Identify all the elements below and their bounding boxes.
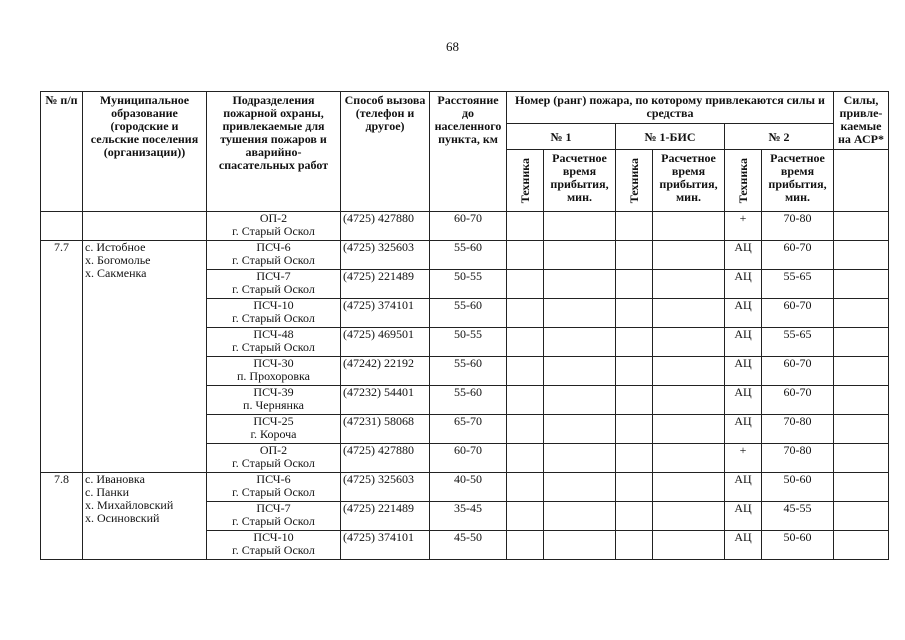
asr-cell bbox=[834, 328, 889, 357]
rank1bis-arrival-cell bbox=[653, 473, 725, 502]
municipality-name: х. Михайловский bbox=[85, 498, 174, 512]
rank1-equipment-cell bbox=[507, 502, 544, 531]
asr-cell bbox=[834, 299, 889, 328]
header-fire-rank: Номер (ранг) пожара, по которому привлекаются силы и средства bbox=[507, 92, 834, 124]
distance-cell: 55-60 bbox=[430, 241, 507, 270]
rank1-equipment-cell bbox=[507, 531, 544, 560]
municipality-name: с. Панки bbox=[85, 485, 129, 499]
asr-cell bbox=[834, 357, 889, 386]
rank1-arrival-cell bbox=[544, 299, 616, 328]
fire-unit-cell bbox=[207, 270, 341, 299]
fire-unit-location: п. Чернянка bbox=[243, 398, 304, 412]
rank2-equipment-cell: + bbox=[725, 444, 762, 473]
municipality-name: х. Сакменка bbox=[85, 266, 147, 280]
rank1bis-equipment-cell bbox=[616, 531, 653, 560]
rank1bis-equipment-cell bbox=[616, 473, 653, 502]
municipality-name: с. Ивановка bbox=[85, 472, 145, 486]
rank2-equipment-cell: АЦ bbox=[725, 531, 762, 560]
rank2-equipment-cell: АЦ bbox=[725, 357, 762, 386]
rank1bis-arrival-cell bbox=[653, 299, 725, 328]
phone-cell: (4725) 374101 bbox=[341, 299, 430, 328]
rank2-arrival-cell: 60-70 bbox=[762, 241, 834, 270]
rank2-arrival-cell: 70-80 bbox=[762, 444, 834, 473]
rank1-arrival-cell bbox=[544, 502, 616, 531]
asr-cell bbox=[834, 386, 889, 415]
phone-cell: (4725) 325603 bbox=[341, 473, 430, 502]
fire-unit-cell bbox=[207, 473, 341, 502]
rank1bis-arrival-cell bbox=[653, 212, 725, 241]
rank2-arrival-cell: 70-80 bbox=[762, 212, 834, 241]
rank1-arrival-cell bbox=[544, 357, 616, 386]
municipality-name: х. Осиновский bbox=[85, 511, 160, 525]
header-arrival-1bis: Расчетное время прибытия, мин. bbox=[653, 150, 725, 212]
rank1bis-equipment-cell bbox=[616, 212, 653, 241]
rank2-arrival-cell: 55-65 bbox=[762, 328, 834, 357]
header-asr: Силы, привле-каемые на АСР* bbox=[834, 92, 889, 150]
rank1-equipment-cell bbox=[507, 241, 544, 270]
fire-unit-name: ПСЧ-6 bbox=[256, 240, 291, 254]
rank2-equipment-cell: АЦ bbox=[725, 502, 762, 531]
fire-unit-location: г. Старый Оскол bbox=[232, 514, 315, 528]
rank2-arrival-cell: 50-60 bbox=[762, 531, 834, 560]
fire-unit-location: г. Старый Оскол bbox=[232, 485, 315, 499]
fire-unit-location: г. Старый Оскол bbox=[232, 456, 315, 470]
fire-unit-name: ПСЧ-7 bbox=[256, 269, 291, 283]
asr-cell bbox=[834, 241, 889, 270]
fire-unit-name: ОП-2 bbox=[259, 443, 288, 457]
fire-unit-name: ПСЧ-7 bbox=[256, 501, 291, 515]
municipality-cell bbox=[83, 473, 207, 560]
rank1-equipment-cell bbox=[507, 444, 544, 473]
distance-cell: 35-45 bbox=[430, 502, 507, 531]
rank2-equipment-cell: АЦ bbox=[725, 415, 762, 444]
rank1-arrival-cell bbox=[544, 473, 616, 502]
phone-cell: (4725) 469501 bbox=[341, 328, 430, 357]
rank1bis-equipment-cell bbox=[616, 386, 653, 415]
rank1bis-equipment-cell bbox=[616, 357, 653, 386]
distance-cell: 40-50 bbox=[430, 473, 507, 502]
rank1-arrival-cell bbox=[544, 328, 616, 357]
rank2-arrival-cell: 60-70 bbox=[762, 299, 834, 328]
rank2-arrival-cell: 60-70 bbox=[762, 357, 834, 386]
header-arrival-1: Расчетное время прибытия, мин. bbox=[544, 150, 616, 212]
fire-unit-location: п. Прохоровка bbox=[237, 369, 310, 383]
fire-forces-table bbox=[40, 91, 889, 560]
phone-cell: (47242) 22192 bbox=[341, 357, 430, 386]
rank1bis-arrival-cell bbox=[653, 531, 725, 560]
fire-unit-location: г. Старый Оскол bbox=[232, 340, 315, 354]
rank1bis-equipment-cell bbox=[616, 241, 653, 270]
rank1-arrival-cell bbox=[544, 241, 616, 270]
rank1bis-arrival-cell bbox=[653, 444, 725, 473]
rank2-arrival-cell: 60-70 bbox=[762, 386, 834, 415]
header-call-method: Способ вызова (телефон и другое) bbox=[341, 92, 430, 212]
rank1-equipment-cell bbox=[507, 212, 544, 241]
municipality-name: с. Истобное bbox=[85, 240, 146, 254]
rank1bis-arrival-cell bbox=[653, 502, 725, 531]
asr-cell bbox=[834, 531, 889, 560]
distance-cell: 60-70 bbox=[430, 444, 507, 473]
header-units: Подразделения пожарной охраны, привлекаемые для тушения пожаров и аварийно-спасательных работ bbox=[207, 92, 341, 212]
phone-cell: (4725) 221489 bbox=[341, 502, 430, 531]
header-rank-2: № 2 bbox=[725, 124, 834, 150]
distance-cell: 65-70 bbox=[430, 415, 507, 444]
distance-cell: 50-55 bbox=[430, 270, 507, 299]
rank2-equipment-cell: АЦ bbox=[725, 328, 762, 357]
fire-unit-cell bbox=[207, 502, 341, 531]
fire-unit-location: г. Старый Оскол bbox=[232, 282, 315, 296]
fire-unit-cell bbox=[207, 299, 341, 328]
rank1bis-arrival-cell bbox=[653, 270, 725, 299]
fire-unit-cell bbox=[207, 386, 341, 415]
fire-unit-location: г. Старый Оскол bbox=[232, 543, 315, 557]
rank2-equipment-cell: + bbox=[725, 212, 762, 241]
rank1bis-equipment-cell bbox=[616, 444, 653, 473]
rank2-equipment-cell: АЦ bbox=[725, 241, 762, 270]
phone-cell: (4725) 374101 bbox=[341, 531, 430, 560]
rank1bis-equipment-cell bbox=[616, 502, 653, 531]
rank1-equipment-cell bbox=[507, 299, 544, 328]
fire-unit-name: ПСЧ-30 bbox=[253, 356, 294, 370]
asr-cell bbox=[834, 502, 889, 531]
fire-unit-cell bbox=[207, 444, 341, 473]
phone-cell: (4725) 427880 bbox=[341, 444, 430, 473]
fire-unit-name: ПСЧ-48 bbox=[253, 327, 294, 341]
fire-unit-name: ОП-2 bbox=[259, 211, 288, 225]
header-arrival-2: Расчетное время прибытия, мин. bbox=[762, 150, 834, 212]
phone-cell: (4725) 427880 bbox=[341, 212, 430, 241]
rank1-equipment-cell bbox=[507, 270, 544, 299]
header-distance: Расстояние до населенного пункта, км bbox=[430, 92, 507, 212]
row-number: 7.7 bbox=[41, 241, 83, 473]
municipality-name: х. Богомолье bbox=[85, 253, 151, 267]
rank2-arrival-cell: 50-60 bbox=[762, 473, 834, 502]
rank1bis-arrival-cell bbox=[653, 357, 725, 386]
distance-cell: 55-60 bbox=[430, 386, 507, 415]
page-number: 68 bbox=[446, 39, 459, 54]
distance-cell: 60-70 bbox=[430, 212, 507, 241]
rank1-equipment-cell bbox=[507, 415, 544, 444]
distance-cell: 50-55 bbox=[430, 328, 507, 357]
phone-cell: (4725) 221489 bbox=[341, 270, 430, 299]
rank1-arrival-cell bbox=[544, 415, 616, 444]
fire-unit-cell bbox=[207, 531, 341, 560]
rank1bis-equipment-cell bbox=[616, 328, 653, 357]
rank1bis-arrival-cell bbox=[653, 241, 725, 270]
fire-unit-location: г. Старый Оскол bbox=[232, 311, 315, 325]
rank1-arrival-cell bbox=[544, 444, 616, 473]
rank1-arrival-cell bbox=[544, 531, 616, 560]
rank2-arrival-cell: 55-65 bbox=[762, 270, 834, 299]
header-equipment-1bis: Техника bbox=[626, 157, 641, 204]
header-num: № п/п bbox=[41, 92, 83, 212]
rank1-arrival-cell bbox=[544, 212, 616, 241]
phone-cell: (47231) 58068 bbox=[341, 415, 430, 444]
table-row bbox=[41, 241, 889, 270]
rank1-equipment-cell bbox=[507, 473, 544, 502]
fire-unit-location: г. Короча bbox=[250, 427, 297, 441]
row-number: 7.8 bbox=[41, 473, 83, 560]
fire-unit-cell bbox=[207, 415, 341, 444]
rank1bis-arrival-cell bbox=[653, 415, 725, 444]
asr-cell bbox=[834, 212, 889, 241]
distance-cell: 45-50 bbox=[430, 531, 507, 560]
fire-unit-name: ПСЧ-25 bbox=[253, 414, 294, 428]
fire-unit-name: ПСЧ-39 bbox=[253, 385, 294, 399]
rank1bis-arrival-cell bbox=[653, 386, 725, 415]
header-rank-1: № 1 bbox=[507, 124, 616, 150]
rank1-equipment-cell bbox=[507, 386, 544, 415]
rank2-equipment-cell: АЦ bbox=[725, 299, 762, 328]
distance-cell: 55-60 bbox=[430, 357, 507, 386]
rank1-equipment-cell bbox=[507, 357, 544, 386]
rank1bis-equipment-cell bbox=[616, 299, 653, 328]
rank1-equipment-cell bbox=[507, 328, 544, 357]
rank1bis-arrival-cell bbox=[653, 328, 725, 357]
fire-unit-location: г. Старый Оскол bbox=[232, 224, 315, 238]
rank1bis-equipment-cell bbox=[616, 415, 653, 444]
fire-unit-cell bbox=[207, 328, 341, 357]
municipality-cell bbox=[83, 212, 207, 241]
municipality-cell bbox=[83, 241, 207, 473]
fire-unit-cell bbox=[207, 212, 341, 241]
header-equipment-2: Техника bbox=[735, 157, 750, 204]
fire-unit-cell bbox=[207, 357, 341, 386]
rank2-arrival-cell: 45-55 bbox=[762, 502, 834, 531]
distance-cell: 55-60 bbox=[430, 299, 507, 328]
fire-unit-location: г. Старый Оскол bbox=[232, 253, 315, 267]
asr-cell bbox=[834, 270, 889, 299]
rank1-arrival-cell bbox=[544, 270, 616, 299]
row-number bbox=[41, 212, 83, 241]
phone-cell: (4725) 325603 bbox=[341, 241, 430, 270]
fire-unit-name: ПСЧ-10 bbox=[253, 530, 294, 544]
fire-unit-cell bbox=[207, 241, 341, 270]
rank2-arrival-cell: 70-80 bbox=[762, 415, 834, 444]
rank2-equipment-cell: АЦ bbox=[725, 270, 762, 299]
header-rank-1bis: № 1-БИС bbox=[616, 124, 725, 150]
asr-cell bbox=[834, 473, 889, 502]
rank2-equipment-cell: АЦ bbox=[725, 473, 762, 502]
header-municipality: Муниципальное образование (городские и сельские поселения (организации)) bbox=[83, 92, 207, 212]
phone-cell: (47232) 54401 bbox=[341, 386, 430, 415]
table-row bbox=[41, 212, 889, 241]
table-row bbox=[41, 473, 889, 502]
asr-cell bbox=[834, 415, 889, 444]
asr-cell bbox=[834, 444, 889, 473]
rank2-equipment-cell: АЦ bbox=[725, 386, 762, 415]
fire-unit-name: ПСЧ-10 bbox=[253, 298, 294, 312]
rank1bis-equipment-cell bbox=[616, 270, 653, 299]
rank1-arrival-cell bbox=[544, 386, 616, 415]
header-equipment-1: Техника bbox=[517, 157, 532, 204]
fire-unit-name: ПСЧ-6 bbox=[256, 472, 291, 486]
